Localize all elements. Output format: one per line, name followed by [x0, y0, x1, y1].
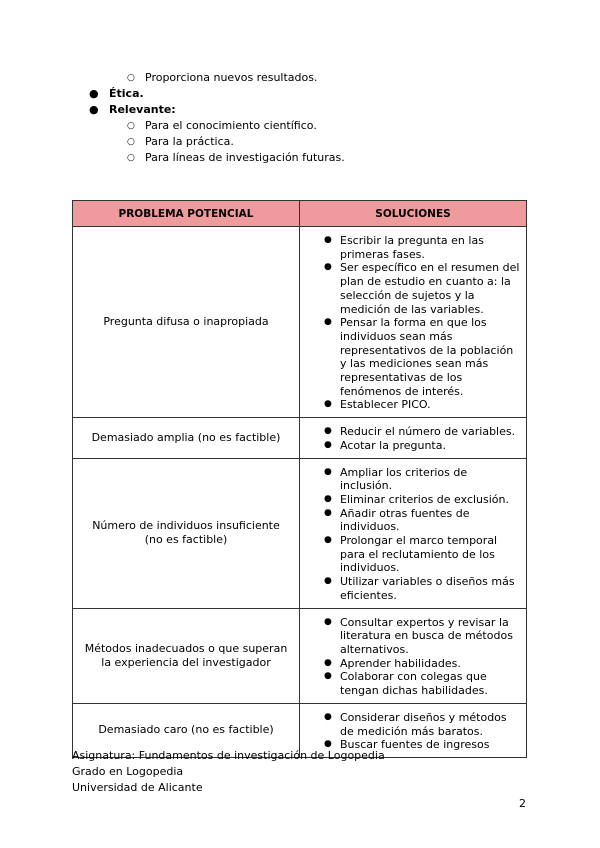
solution-item [322, 398, 520, 412]
bullet-icon: ● [324, 493, 332, 504]
solutions-cell [300, 418, 527, 458]
solution-item [322, 507, 520, 534]
hollow-bullet-icon: ○ [127, 137, 135, 147]
table-header-row [73, 201, 527, 227]
list-item-text: Para el conocimiento científico. [145, 119, 317, 132]
bullet-icon: ● [324, 711, 332, 722]
solution-item [322, 425, 520, 439]
bullet-icon: ● [324, 426, 332, 437]
list-item [0, 118, 600, 134]
solution-text: Buscar fuentes de ingresos [340, 738, 490, 752]
bullet-icon: ● [324, 671, 332, 682]
list-item [0, 134, 600, 150]
list-item-text: Relevante: [109, 103, 176, 116]
bullet-icon: ● [89, 103, 99, 116]
solution-item [322, 657, 520, 671]
list-item [0, 70, 600, 86]
solution-item [322, 534, 520, 575]
solution-text: Prolongar el marco temporal para el reclutamiento de los individuos. [340, 534, 498, 575]
bullet-icon: ● [324, 535, 332, 546]
bullet-icon: ● [324, 235, 332, 245]
list-item-text: Ética. [109, 87, 144, 100]
problems-solutions-table [72, 200, 527, 758]
solution-text: Añadir otras fuentes de individuos. [340, 506, 470, 534]
bullet-icon: ● [324, 576, 332, 587]
solutions-cell [300, 227, 527, 418]
list-item-text: Para líneas de investigación futuras. [145, 151, 345, 164]
solution-text: Pensar la forma en que los individuos sean más representativos de la población y las mediciones sean más representativas de los fenómenos de interés. [340, 316, 514, 398]
problem-cell: Demasiado caro (no es factible) [73, 703, 300, 757]
solution-item [322, 261, 520, 316]
solution-item [322, 466, 520, 493]
solution-item [322, 316, 520, 398]
footer-subject: Asignatura: Fundamentos de investigación de Logopedia [72, 749, 385, 762]
solution-text: Colaborar con colegas que tengan dichas habilidades. [340, 670, 488, 698]
solution-text: Escribir la pregunta en las primeras fases. [340, 234, 484, 261]
solution-text: Ampliar los criterios de inclusión. [340, 465, 468, 493]
bullet-icon: ● [324, 466, 332, 477]
solution-item [322, 575, 520, 602]
page-number: 2 [519, 797, 526, 810]
bullet-icon: ● [324, 657, 332, 668]
bullet-icon: ● [324, 399, 332, 410]
header-problema: PROBLEMA POTENCIAL [73, 201, 300, 227]
page-footer [72, 748, 385, 796]
solutions-cell [300, 458, 527, 608]
table-row [73, 227, 527, 418]
bullet-icon: ● [324, 439, 332, 450]
solutions-cell [300, 608, 527, 703]
solution-text: Aprender habilidades. [340, 656, 461, 670]
bullet-icon: ● [324, 616, 332, 627]
list-item [0, 150, 600, 166]
hollow-bullet-icon: ○ [127, 73, 135, 83]
solution-text: Considerar diseños y métodos de medición más baratos. [340, 710, 507, 738]
footer-degree: Grado en Logopedia [72, 765, 184, 778]
bullet-icon: ● [89, 87, 99, 100]
table-row [73, 418, 527, 458]
bullet-icon: ● [324, 739, 332, 750]
table-row [73, 608, 527, 703]
list-item [0, 102, 600, 118]
solution-text: Eliminar criterios de exclusión. [340, 492, 510, 506]
problem-cell: Demasiado amplia (no es factible) [73, 418, 300, 458]
bullet-icon: ● [324, 507, 332, 518]
footer-university: Universidad de Alicante [72, 781, 203, 794]
solution-item [322, 234, 520, 261]
list-item-text: Para la práctica. [145, 135, 234, 148]
header-soluciones: SOLUCIONES [300, 201, 527, 227]
solution-text: Acotar la pregunta. [340, 438, 446, 452]
list-item [0, 86, 600, 102]
hollow-bullet-icon: ○ [127, 121, 135, 131]
table-row [73, 458, 527, 608]
solution-item [322, 493, 520, 507]
solution-text: Reducir el número de variables. [340, 425, 516, 439]
solution-item [322, 711, 520, 738]
solution-text: Ser específico en el resumen del plan de estudio en cuanto a: la selección de sujetos y la medición de las variables. [340, 261, 520, 316]
solution-item [322, 670, 520, 697]
solution-item [322, 439, 520, 453]
problem-cell: Pregunta difusa o inapropiada [73, 227, 300, 418]
solution-item [322, 616, 520, 657]
problem-cell: Métodos inadecuados o que superan la experiencia del investigador [73, 608, 300, 703]
bullet-icon: ● [324, 262, 332, 273]
solution-text: Utilizar variables o diseños más eficientes. [340, 575, 515, 602]
intro-list [0, 70, 600, 166]
bullet-icon: ● [324, 317, 332, 328]
hollow-bullet-icon: ○ [127, 153, 135, 163]
solution-text: Consultar expertos y revisar la literatura en busca de métodos alternativos. [340, 615, 513, 656]
problem-cell: Número de individuos insuficiente (no es factible) [73, 458, 300, 608]
solution-text: Establecer PICO. [340, 398, 431, 412]
list-item-text: Proporciona nuevos resultados. [145, 71, 318, 84]
